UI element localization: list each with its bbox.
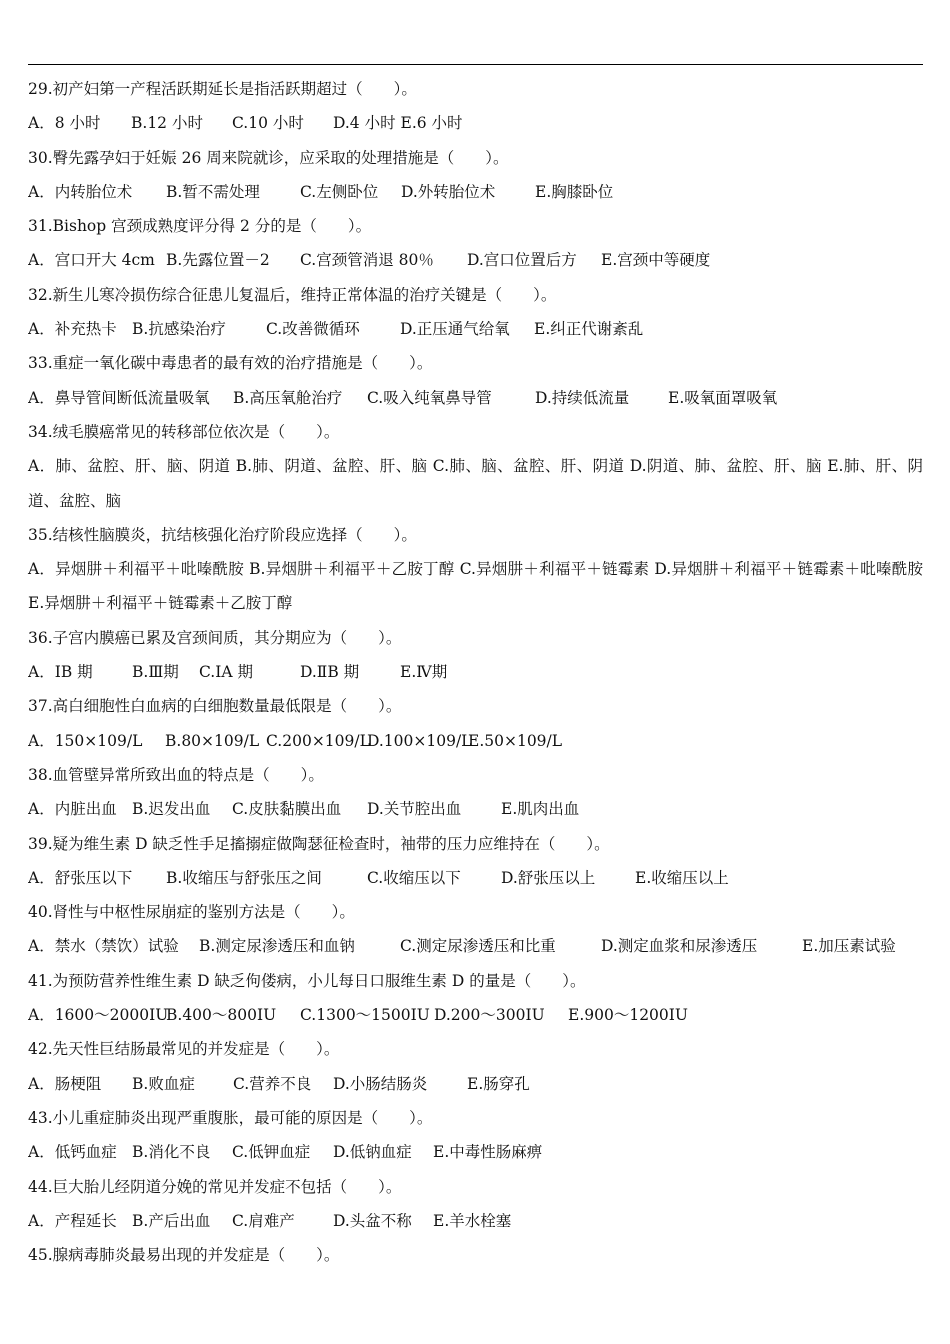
option-b: B.12 小时 bbox=[131, 114, 203, 133]
option-d: D.宫口位置后方 bbox=[467, 251, 577, 270]
option-row bbox=[28, 998, 923, 1032]
option-b: B.消化不良 bbox=[132, 1143, 211, 1162]
option-a: A．ⅠB 期 bbox=[28, 663, 93, 682]
option-d: D.正压通气给氧 bbox=[400, 320, 510, 339]
option-d: D.关节腔出血 bbox=[367, 800, 462, 819]
option-a: A．舒张压以下 bbox=[28, 868, 133, 887]
option-d: D.小肠结肠炎 bbox=[333, 1074, 428, 1093]
option-a: A．低钙血症 bbox=[28, 1143, 117, 1162]
option-c: C.左侧卧位 bbox=[300, 182, 379, 201]
option-e: E.纠正代谢紊乱 bbox=[534, 320, 644, 339]
question-stem: 32.新生儿寒冷损伤综合征患儿复温后，维持正常体温的治疗关键是（ ）。 bbox=[28, 285, 557, 304]
option-b: B.迟发出血 bbox=[132, 800, 211, 819]
question-stem: 30.臀先露孕妇于妊娠 26 周来院就诊，应采取的处理措施是（ ）。 bbox=[28, 148, 509, 167]
option-row bbox=[28, 1067, 923, 1101]
option-a: A．肠梗阻 bbox=[28, 1074, 102, 1093]
option-row: A．肺、盆腔、肝、脑、阴道 B.肺、阴道、盆腔、肝、脑 C.肺、脑、盆腔、肝、阴道 D.阴道、肺、盆腔、肝、脑 E.肺、肝、阴道、盆腔、脑 bbox=[28, 457, 923, 510]
question-stem: 40.肾性与中枢性尿崩症的鉴别方法是（ ）。 bbox=[28, 903, 355, 922]
option-row bbox=[28, 1135, 923, 1169]
option-c: C.改善微循环 bbox=[266, 320, 360, 339]
option-d: D.头盆不称 bbox=[333, 1211, 412, 1230]
option-b: B.暂不需处理 bbox=[166, 182, 260, 201]
question-stem: 42.先天性巨结肠最常见的并发症是（ ）。 bbox=[28, 1040, 340, 1059]
option-d: D.100×109/L bbox=[367, 731, 472, 750]
option-row bbox=[28, 861, 923, 895]
option-e: E.羊水栓塞 bbox=[433, 1211, 512, 1230]
option-row bbox=[28, 175, 923, 209]
option-b: B.收缩压与舒张压之间 bbox=[166, 868, 322, 887]
option-row bbox=[28, 312, 923, 346]
option-a: A．内脏出血 bbox=[28, 800, 117, 819]
option-b: B.80×109/L bbox=[165, 731, 260, 750]
option-c: C.吸入纯氧鼻导管 bbox=[367, 388, 492, 407]
question-stem: 43.小儿重症肺炎出现严重腹胀，最可能的原因是（ ）。 bbox=[28, 1108, 433, 1127]
option-e: E.Ⅳ期 bbox=[400, 663, 448, 682]
question-stem: 35.结核性脑膜炎，抗结核强化治疗阶段应选择（ ）。 bbox=[28, 525, 417, 544]
option-e: E.900～1200IU bbox=[568, 1006, 688, 1025]
option-c: C.10 小时 bbox=[232, 114, 304, 133]
question-stem: 36.子宫内膜癌已累及宫颈间质，其分期应为（ ）。 bbox=[28, 628, 402, 647]
option-row bbox=[28, 106, 923, 140]
option-b: B.败血症 bbox=[132, 1074, 195, 1093]
option-row bbox=[28, 792, 923, 826]
option-row bbox=[28, 929, 923, 963]
option-d: D.舒张压以上 bbox=[501, 868, 596, 887]
option-a: A．150×109/L bbox=[28, 731, 143, 750]
option-c: C.ⅠA 期 bbox=[199, 663, 253, 682]
option-b: B.先露位置－2 bbox=[166, 251, 270, 270]
option-a: A．8 小时 bbox=[28, 114, 101, 133]
option-c: C.皮肤黏膜出血 bbox=[232, 800, 342, 819]
question-list bbox=[28, 72, 923, 1272]
option-c: C.200×109/L bbox=[266, 731, 370, 750]
option-b: B.产后出血 bbox=[132, 1211, 211, 1230]
question-stem: 37.高白细胞性白血病的白细胞数量最低限是（ ）。 bbox=[28, 697, 402, 716]
option-e: E.吸氧面罩吸氧 bbox=[668, 388, 778, 407]
option-a: A．宫口开大 4cm bbox=[28, 251, 155, 270]
option-e: E.50×109/L bbox=[468, 731, 563, 750]
option-d: D.ⅡB 期 bbox=[300, 663, 360, 682]
option-row bbox=[28, 1204, 923, 1238]
option-d: D.测定血浆和尿渗透压 bbox=[601, 937, 758, 956]
option-row bbox=[28, 724, 923, 758]
option-b: B.高压氧舱治疗 bbox=[233, 388, 343, 407]
option-c: C.肩难产 bbox=[232, 1211, 295, 1230]
option-row bbox=[28, 381, 923, 415]
option-e: E.肠穿孔 bbox=[467, 1074, 530, 1093]
option-c: C.低钾血症 bbox=[232, 1143, 311, 1162]
question-stem: 38.血管壁异常所致出血的特点是（ ）。 bbox=[28, 765, 324, 784]
option-c: C.1300～1500IU bbox=[300, 1006, 430, 1025]
option-e: E.收缩压以上 bbox=[635, 868, 729, 887]
question-stem: 33.重症一氧化碳中毒患者的最有效的治疗措施是（ ）。 bbox=[28, 354, 433, 373]
question-stem: 39.疑为维生素 D 缺乏性手足搐搦症做陶瑟征检查时，袖带的压力应维持在（ ）。 bbox=[28, 834, 610, 853]
question-stem: 41.为预防营养性维生素 D 缺乏佝偻病，小儿每日口服维生素 D 的量是（ ）。 bbox=[28, 971, 586, 990]
question-stem: 34.绒毛膜癌常见的转移部位依次是（ ）。 bbox=[28, 422, 340, 441]
question-stem: 29.初产妇第一产程活跃期延长是指活跃期超过（ ）。 bbox=[28, 80, 417, 98]
option-e: E.胸膝卧位 bbox=[535, 182, 614, 201]
option-a: A．禁水（禁饮）试验 bbox=[28, 937, 179, 956]
option-e: E.中毒性肠麻痹 bbox=[433, 1143, 543, 1162]
option-b: B.Ⅲ期 bbox=[132, 663, 179, 682]
option-d: D.低钠血症 bbox=[333, 1143, 412, 1162]
question-stem: 45.腺病毒肺炎最易出现的并发症是（ ）。 bbox=[28, 1246, 340, 1265]
option-c: C.测定尿渗透压和比重 bbox=[400, 937, 556, 956]
option-d: D.200～300IU bbox=[434, 1006, 545, 1025]
option-b: B.抗感染治疗 bbox=[132, 320, 226, 339]
option-e: E.加压素试验 bbox=[802, 937, 896, 956]
option-d: D.持续低流量 bbox=[535, 388, 630, 407]
header-rule bbox=[28, 64, 923, 65]
option-e: E.宫颈中等硬度 bbox=[601, 251, 711, 270]
question-stem: 44.巨大胎儿经阴道分娩的常见并发症不包括（ ）。 bbox=[28, 1177, 402, 1196]
option-e: E.肌肉出血 bbox=[501, 800, 580, 819]
option-a: A．鼻导管间断低流量吸氧 bbox=[28, 388, 210, 407]
option-a: A．1600～2000IU bbox=[28, 1006, 169, 1025]
option-b: B.400～800IU bbox=[166, 1006, 277, 1025]
option-row: A．异烟肼＋利福平＋吡嗪酰胺 B.异烟肼＋利福平＋乙胺丁醇 C.异烟肼＋利福平＋链霉素 D.异烟肼＋利福平＋链霉素＋吡嗪酰胺 E.异烟肼＋利福平＋链霉素＋乙胺丁醇 bbox=[28, 560, 923, 613]
option-row bbox=[28, 243, 923, 277]
option-b: B.测定尿渗透压和血钠 bbox=[199, 937, 355, 956]
question-stem: 31.Bishop 宫颈成熟度评分得 2 分的是（ ）。 bbox=[28, 217, 372, 236]
option-d: D.外转胎位术 bbox=[401, 182, 496, 201]
option-a: A．产程延长 bbox=[28, 1211, 117, 1230]
option-a: A．内转胎位术 bbox=[28, 182, 133, 201]
option-row bbox=[28, 655, 923, 689]
option-c: C.收缩压以下 bbox=[367, 868, 461, 887]
option-c: C.宫颈管消退 80％ bbox=[300, 251, 434, 270]
option-a: A．补充热卡 bbox=[28, 320, 117, 339]
option-c: C.营养不良 bbox=[233, 1074, 312, 1093]
option-d-e: D.4 小时 E.6 小时 bbox=[333, 114, 463, 133]
